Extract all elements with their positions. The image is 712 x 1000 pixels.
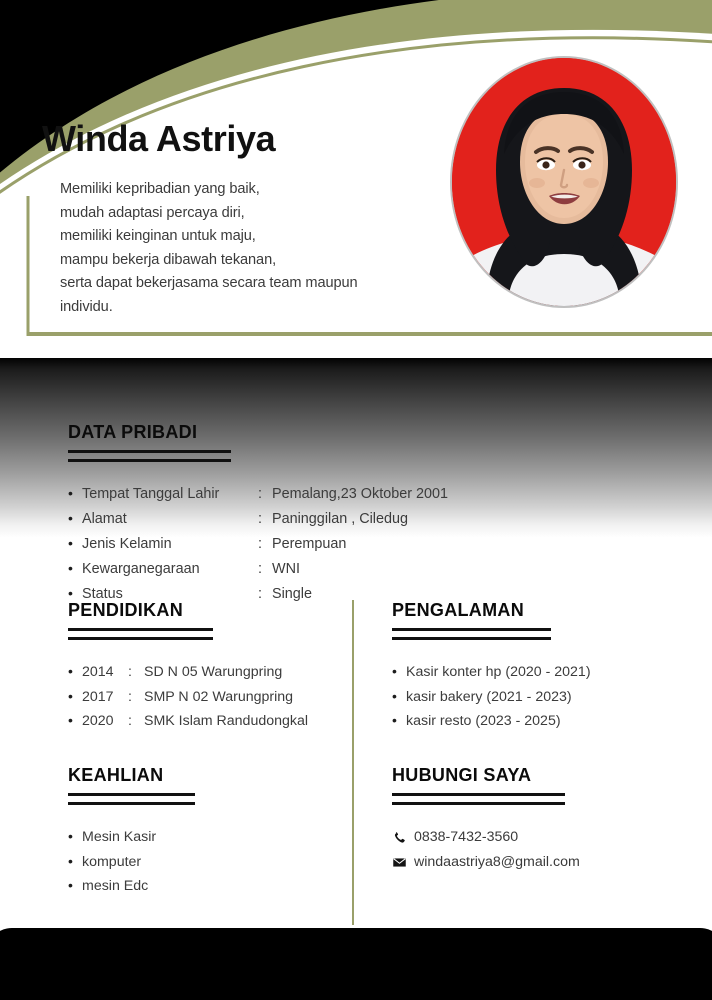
field-colon: : (128, 713, 132, 729)
phone-icon (392, 831, 414, 845)
field-colon: : (258, 511, 262, 527)
field-value: Perempuan (272, 536, 347, 552)
experience-entry: Kasir konter hp (2020 - 2021) (406, 664, 591, 680)
section-heading: KEAHLIAN (68, 765, 164, 785)
experience-entry: kasir bakery (2021 - 2023) (406, 688, 572, 705)
field-value: Pemalang,23 Oktober 2001 (272, 486, 449, 502)
bullet-icon (68, 660, 82, 684)
list-item (68, 850, 338, 875)
heading-double-rule (392, 793, 565, 805)
contact-phone-row[interactable] (392, 825, 692, 850)
avatar (452, 58, 676, 306)
section-pendidikan (68, 600, 338, 734)
contact-email-row[interactable] (392, 850, 692, 875)
field-colon: : (128, 664, 132, 680)
section-pengalaman (392, 600, 682, 734)
email-address: windaastriya8@gmail.com (414, 854, 580, 870)
list-item (68, 709, 338, 734)
list-item (68, 660, 338, 685)
field-label: Alamat (82, 511, 127, 527)
education-year: 2020 (82, 713, 114, 729)
section-data-pribadi (68, 422, 588, 607)
section-heading: HUBUNGI SAYA (392, 765, 532, 785)
section-heading: PENDIDIKAN (68, 600, 184, 620)
bullet-icon (68, 850, 82, 874)
column-divider (352, 600, 354, 925)
bullet-icon (392, 660, 406, 684)
list-item (68, 685, 338, 710)
field-value: Single (272, 586, 313, 602)
bullet-icon (68, 685, 82, 709)
education-year: 2017 (82, 688, 114, 705)
bullet-icon (68, 532, 82, 555)
skill-entry: Mesin Kasir (82, 829, 157, 845)
profile-line: memiliki keinginan untuk maju, (60, 228, 256, 245)
section-heading: PENGALAMAN (392, 600, 524, 620)
profile-line: mampu bekerja dibawah tekanan, (60, 251, 277, 268)
bullet-icon (68, 874, 82, 898)
heading-double-rule (392, 628, 551, 640)
profile-line: individu. (60, 298, 113, 315)
list-item (68, 825, 338, 850)
field-label: Tempat Tanggal Lahir (82, 486, 220, 502)
heading-double-rule (68, 793, 195, 805)
list-item (392, 685, 682, 710)
field-label: Jenis Kelamin (82, 536, 172, 552)
header-banner (0, 0, 712, 360)
skill-entry: komputer (82, 853, 142, 870)
bullet-icon (68, 507, 82, 530)
experience-list (392, 660, 682, 734)
heading-double-rule (68, 450, 231, 462)
education-list (68, 660, 338, 734)
experience-entry: kasir resto (2023 - 2025) (406, 713, 561, 729)
skill-entry: mesin Edc (82, 878, 149, 894)
field-colon: : (258, 561, 262, 577)
field-value: WNI (272, 561, 300, 577)
list-item (68, 874, 338, 899)
personal-data-list (68, 482, 588, 606)
bullet-icon (68, 482, 82, 505)
field-label: Status (82, 586, 123, 602)
bullet-icon (68, 709, 82, 733)
section-heading: DATA PRIBADI (68, 422, 198, 442)
list-item (68, 482, 588, 506)
bullet-icon (392, 709, 406, 733)
list-item (392, 709, 682, 734)
list-item (68, 507, 588, 531)
field-colon: : (258, 486, 262, 502)
profile-line: Memiliki kepribadian yang baik, (60, 181, 260, 197)
footer-band (0, 928, 712, 1000)
profile-line: serta dapat bekerjasama secara team maupun (60, 275, 358, 292)
education-school: SMK Islam Randudongkal (144, 713, 309, 729)
field-colon: : (128, 688, 132, 705)
skills-list (68, 825, 338, 899)
profile-line: mudah adaptasi percaya diri, (60, 204, 245, 221)
list-item (392, 660, 682, 685)
section-keahlian (68, 765, 338, 899)
bullet-icon (68, 557, 82, 580)
field-colon: : (258, 536, 262, 552)
bullet-icon (68, 825, 82, 849)
education-year: 2014 (82, 664, 114, 680)
list-item (68, 532, 588, 556)
page-title: Winda Astriya (42, 118, 276, 159)
cv-body (0, 400, 712, 960)
field-label: Kewarganegaraan (82, 561, 200, 577)
bullet-icon (392, 685, 406, 709)
field-value: Paninggilan , Ciledug (272, 511, 409, 527)
phone-number: 0838-7432-3560 (414, 829, 519, 845)
section-hubungi-saya (392, 765, 692, 875)
profile-summary (60, 178, 460, 320)
list-item (68, 557, 588, 581)
field-colon: : (258, 586, 262, 602)
contact-list (392, 825, 692, 875)
envelope-icon (392, 855, 414, 870)
education-school: SD N 05 Warungpring (144, 664, 283, 680)
heading-double-rule (68, 628, 213, 640)
profile-photo (452, 58, 676, 306)
education-school: SMP N 02 Warungpring (144, 688, 294, 705)
